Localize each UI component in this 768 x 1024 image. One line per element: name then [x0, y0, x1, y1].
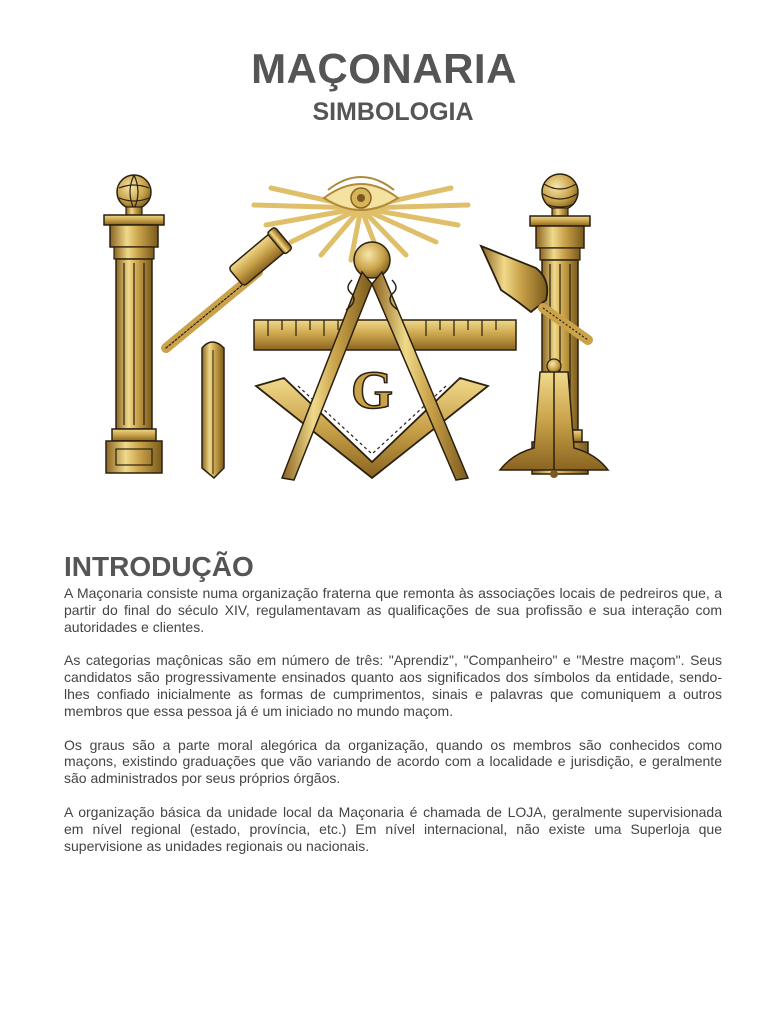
left-pillar-icon — [104, 175, 164, 473]
section-heading-introducao: INTRODUÇÃO — [64, 551, 254, 582]
body-text — [64, 585, 722, 871]
masonic-emblem — [96, 160, 626, 490]
paragraph: As categorias maçônicas são em número de três: "Aprendiz", "Companheiro" e "Mestre maçom". Seus candidatos são progressivamente ensinados quanto aos significados dos símbolos da entidade, sendo-lhes confiado inicialmente as formas de cumprimentos, sinais e palavras que comuniquem a outros membros que essa pessoa já é um iniciado no mundo maçom. — [64, 652, 722, 719]
paragraph: A organização básica da unidade local da Maçonaria é chamada de LOJA, geralmente supervisionada em nível regional (estado, província, etc.) Em nível internacional, não existe uma Superloja que supervisione as unidades regionais ou nacionais. — [64, 803, 722, 854]
page-title: MAÇONARIA — [251, 45, 517, 92]
square-and-compass-icon — [282, 242, 468, 480]
emblem-letter-g: G — [350, 360, 394, 420]
paragraph: A Maçonaria consiste numa organização fraterna que remonta às associações locais de pedreiros que, a partir do final do século XIV, regulamentavam as qualificações de sua profissão e sua interação com autoridades e clientes. — [64, 585, 722, 635]
globe-icon — [117, 175, 151, 209]
paragraph: Os graus são a parte moral alegórica da organização, quando os membros são conhecidos como maçons, existindo graduações que vão variando de acordo com a localidade e jurisdição, e geralmente são administrados por seus próprios órgãos. — [64, 736, 722, 787]
plumb-icon — [500, 359, 608, 478]
ashlar-icon — [202, 342, 224, 478]
ruler-icon — [254, 320, 516, 350]
page-subtitle: SIMBOLOGIA — [312, 98, 474, 126]
